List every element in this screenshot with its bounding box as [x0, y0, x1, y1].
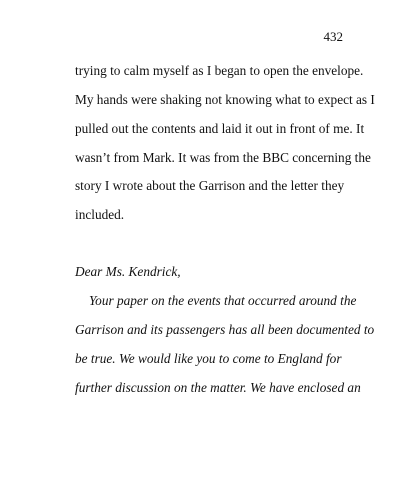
letter-line: Garrison and its passengers has all been documented to [75, 322, 375, 337]
letter-line: further discussion on the matter. We have enclosed an [75, 380, 361, 395]
body-line: pulled out the contents and laid it out in front of me. It [75, 121, 365, 136]
letter-line: Your paper on the events that occurred around the [89, 293, 357, 308]
letter-line: be true. We would like you to come to England for [75, 351, 342, 366]
body-line: wasn’t from Mark. It was from the BBC concerning the [75, 150, 371, 165]
page-number: 432 [323, 29, 343, 44]
letter-salutation: Dear Ms. Kendrick, [75, 264, 181, 279]
body-line: story I wrote about the Garrison and the letter they [75, 178, 345, 193]
body-line: trying to calm myself as I began to open the envelope. [75, 63, 364, 78]
body-line: My hands were shaking not knowing what to expect as I [75, 92, 375, 107]
body-line: included. [75, 207, 125, 222]
